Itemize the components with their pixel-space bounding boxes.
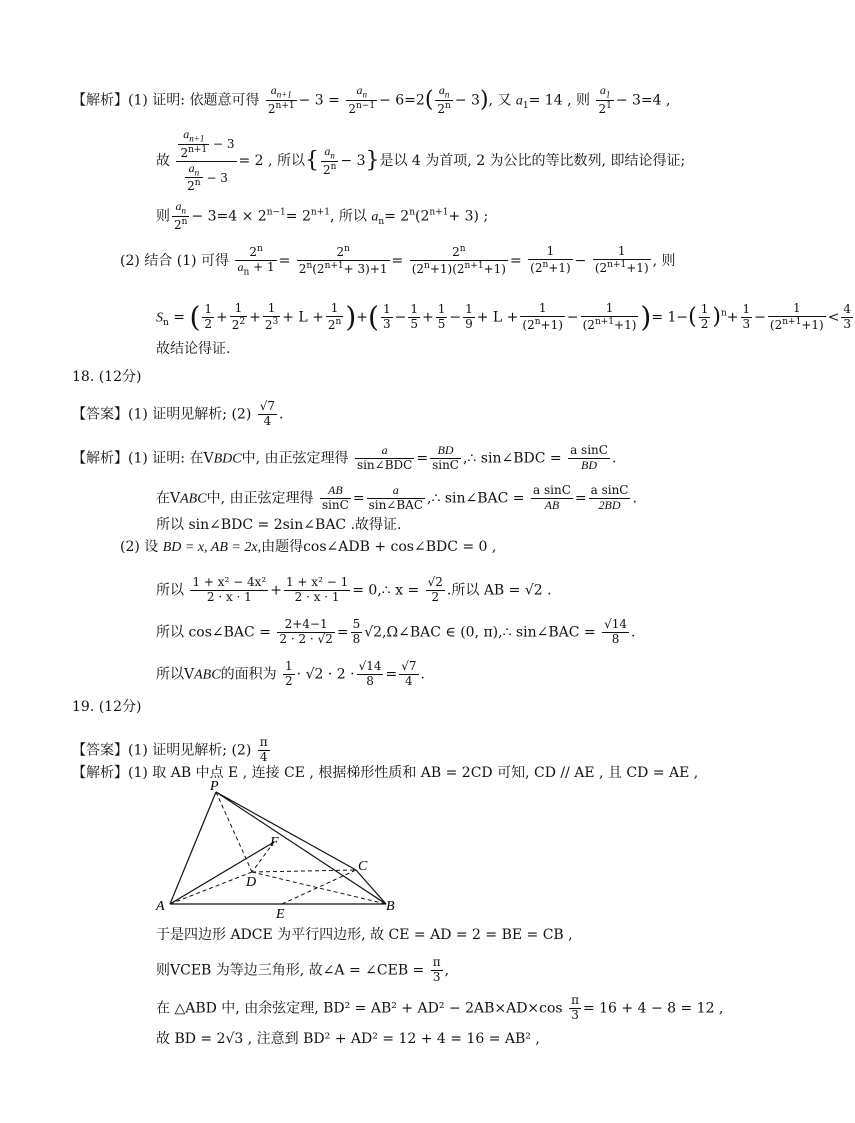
q19-line1: 【解析】(1) 取 AB 中点 E , 连接 CE , 根据梯形性质和 AB = 2CD 可知, CD // AE , 且 CD = AE ,	[72, 765, 699, 781]
p17-line6: 故结论得证.	[156, 341, 231, 357]
q19-line4: 在 △ABD 中, 由余弦定理, BD² = AB² + AD² − 2AB×AD×cos $\frac{\pi}{3}$ = 16 + 4 − 8 = 12 ,	[156, 993, 724, 1022]
q19-line5: 故 BD = 2√3 , 注意到 BD² + AD² = 12 + 4 = 16 = AB² ,	[156, 1031, 540, 1047]
p17-line5: $S_n$ = ( $\frac{1}{2}$ + $\frac{1}{2^2}$ + $\frac{1}{2^3}$ + L + $\frac{1}{2^n}$ )+( $\frac{1}{3}$ − $\frac{1}{5}$ + $\frac{1}{5}$ − $\frac{1}{9}$ + L + $\frac{1}{(2^n+1)}$ − $\frac{1}{(2^{n+1}+1)}$ )= 1−( $\frac{1}{2}$ )$^n$+ $\frac{1}{3}$ − $\frac{1}{(2^{n+1}+1)}$ < $\frac{4}{3}$	[156, 300, 852, 334]
fraction: $\frac{a_n}{2^n}$	[322, 143, 337, 177]
label-P: P	[210, 779, 219, 794]
label-C: C	[358, 859, 368, 874]
q18-heading: 18. (12分)	[72, 369, 142, 385]
q18-line1: 【解析】(1) 证明: 在VBDC中, 由正弦定理得 $\frac{a}{\text{sin∠BDC}}$ = $\frac{BD}{\sin C}$ ,∴ sin∠BDC = $\frac{\text{a sinC}}{BD}$ .	[72, 443, 617, 472]
fraction: $\frac{1}{(2^n+1)}$	[530, 244, 571, 276]
label-F: F	[270, 835, 279, 850]
label-A: A	[156, 899, 165, 914]
fraction: $\frac{a_n}{2^n}$	[437, 83, 451, 116]
fraction: $\frac{a_n}{2^{n-1}}$	[348, 83, 376, 116]
label-B: B	[386, 899, 395, 914]
q18-answer: 【答案】(1) 证明见解析; (2) $\frac{√7}{4}$ .	[72, 399, 284, 428]
fraction: $\frac{a_{n+1}}{2^{n+1}}$	[267, 83, 295, 116]
fraction: $\frac{2^n}{(2^n+1)(2^{n+1}+1)}$	[411, 244, 506, 277]
q18-line7: 所以VABC的面积为 $\frac{1}{2}$ · √2 · 2 · $\frac{√14}{8}$ = $\frac{√7}{4}$ .	[156, 659, 425, 688]
compound-fraction: $\frac{a_{n+1}}{2^{n+1}}$ − 3 $\frac{a_n}{2^n}$ − 3	[176, 128, 236, 194]
q19-answer: 【答案】(1) 证明见解析; (2) $\frac{\pi}{4}$	[72, 735, 268, 764]
q19-line3: 则VCEB 为等边三角形, 故∠A = ∠CEB = $\frac{\pi}{3}$ ,	[156, 955, 450, 984]
label-D: D	[246, 875, 257, 890]
q18-line2: 在VABC中, 由正弦定理得 $\frac{AB}{\sin C}$ = $\frac{a}{\text{sin∠BAC}}$ ,∴ sin∠BAC = $\frac{\text{a sinC}}{AB}$ = $\frac{\text{a sinC}}{2BD}$ .	[156, 483, 637, 512]
fraction: $\frac{a_n}{2^n}$	[174, 199, 188, 232]
q19-heading: 19. (12分)	[72, 699, 142, 715]
fraction: $\frac{2^n}{a_n + 1}$	[237, 244, 275, 278]
fraction: $\frac{2^n}{2^n(2^{n+1}+ 3)+1}$	[298, 244, 388, 277]
q18-line3: 所以 sin∠BDC = 2sin∠BAC .故得证.	[156, 517, 402, 533]
p17-line4: (2) 结合 (1) 可得 $\frac{2^n}{a_n + 1}$ = $\frac{2^n}{2^n(2^{n+1}+ 3)+1}$ = $\frac{2^n}{(2^n+1)(2^{n+1}+1)}$ = $\frac{1}{(2^n+1)}$ − $\frac{1}{(2^{n+1}+1)}$ , 则	[120, 244, 676, 278]
p17-line2: 故 $\frac{a_{n+1}}{2^{n+1}}$ − 3 $\frac{a_n}{2^n}$ − 3 = 2 , 所以{ $\frac{a_n}{2^n}$ − 3}是以 4 为首项, 2 为公比的等比数列, 即结论得证;	[156, 127, 686, 194]
label-E: E	[276, 907, 285, 922]
fraction: $\frac{1}{(2^{n+1}+1)}$	[594, 244, 649, 276]
q18-line6: 所以 cos∠BAC = $\frac{2+4-1}{2 \cdot 2 \cdot √2}$ = $\frac{5}{8}$ √2,Ω∠BAC ∈ (0, π),∴ sin∠BAC = $\frac{√14}{8}$ .	[156, 617, 636, 646]
q19-line2: 于是四边形 ADCE 为平行四边形, 故 CE = AD = 2 = BE = CB ,	[156, 927, 573, 943]
q18-line5: 所以 $\frac{\text{1 + x² − 4x²}}{2 \cdot x \cdot 1}$ + $\frac{\text{1 + x² − 1}}{2 \cdot x \cdot 1}$ = 0,∴ x = $\frac{√2}{2}$ .所以 AB = √2 .	[156, 575, 552, 604]
pyramid-figure	[150, 780, 410, 920]
jiexi-tag: 【解析】	[72, 92, 128, 109]
p17-line3: 则 $\frac{a_n}{2^n}$ − $3=4 \times 2^{n-1}= 2^{n+1}$, 所以 $a_n= 2^n(2^{n+1}+ 3)$ ;	[156, 199, 489, 232]
fraction: $\frac{a_1}{2^1}$	[598, 83, 612, 116]
q18-line4: (2) 设 BD = x, AB = 2x,由题得cos∠ADB + cos∠BDC = 0 ,	[120, 539, 497, 555]
p17-line1: 【解析】(1) 证明: 依题意可得 $\frac{a_{n+1}}{2^{n+1}}$ − 3 = $\frac{a_n}{2^{n-1}}$ − 6=2( $\frac{a_n}{2^n}$ − 3), 又 $a_1= 14$ , 则 $\frac{a_1}{2^1}$ − 3=4 ,	[72, 83, 671, 116]
